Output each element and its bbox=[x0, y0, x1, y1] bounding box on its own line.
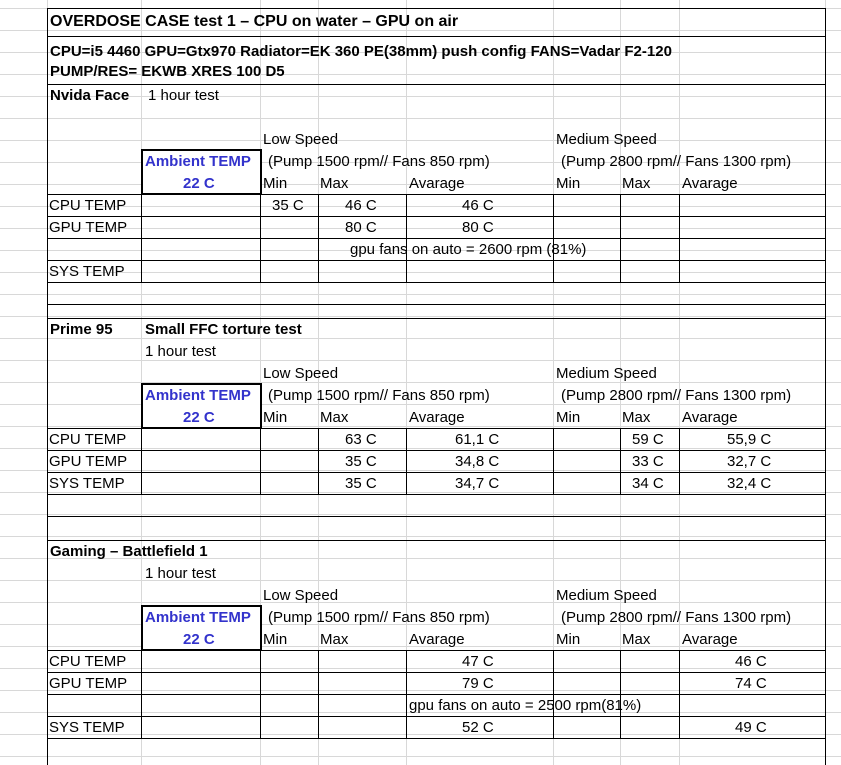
col-max: Max bbox=[320, 631, 349, 648]
border-line bbox=[620, 194, 621, 282]
cell-value: 46 C bbox=[462, 197, 494, 214]
gridline bbox=[0, 492, 841, 493]
section-subtitle: 1 hour test bbox=[145, 565, 216, 582]
border-line bbox=[620, 650, 621, 738]
row-label-cpu: CPU TEMP bbox=[49, 197, 127, 214]
ambient-temp-label: Ambient TEMP bbox=[145, 609, 251, 626]
col-average: Avarage bbox=[682, 175, 738, 192]
medium-speed-label: Medium Speed bbox=[556, 131, 657, 148]
border-line bbox=[260, 650, 261, 738]
border-line bbox=[47, 36, 825, 37]
row-label-sys: SYS TEMP bbox=[49, 719, 125, 736]
low-speed-detail: (Pump 1500 rpm// Fans 850 rpm) bbox=[268, 387, 490, 404]
border-line bbox=[47, 8, 825, 9]
border-line bbox=[141, 194, 142, 282]
border-line bbox=[260, 194, 261, 282]
border-line bbox=[47, 304, 825, 305]
medium-speed-label: Medium Speed bbox=[556, 587, 657, 604]
border-line bbox=[318, 650, 319, 738]
cell-value: 80 C bbox=[345, 219, 377, 236]
border-line bbox=[553, 194, 554, 282]
border-line bbox=[318, 194, 319, 282]
cell-value: 35 C bbox=[272, 197, 304, 214]
cell-value: 46 C bbox=[735, 653, 767, 670]
section-title: Prime 95 bbox=[50, 321, 113, 338]
col-min: Min bbox=[556, 409, 581, 426]
cell-value: 61,1 C bbox=[455, 431, 500, 448]
cell-value: 55,9 C bbox=[727, 431, 772, 448]
cell-value: 79 C bbox=[462, 675, 494, 692]
gridline bbox=[0, 272, 841, 273]
row-label-gpu: GPU TEMP bbox=[49, 219, 128, 236]
cell-value: 52 C bbox=[462, 719, 494, 736]
border-line bbox=[47, 8, 48, 765]
cell-value: 35 C bbox=[345, 475, 377, 492]
medium-speed-detail: (Pump 2800 rpm// Fans 1300 rpm) bbox=[561, 153, 792, 170]
col-min: Min bbox=[263, 409, 288, 426]
gridline bbox=[0, 734, 841, 735]
border-line bbox=[406, 428, 407, 494]
section-subtitle: 1 hour test bbox=[145, 343, 216, 360]
row-label-gpu: GPU TEMP bbox=[49, 675, 128, 692]
border-line bbox=[47, 450, 825, 451]
col-max: Max bbox=[320, 175, 349, 192]
gridline bbox=[0, 602, 841, 603]
ambient-temp-label: Ambient TEMP bbox=[145, 153, 251, 170]
ambient-temp-label: Ambient TEMP bbox=[145, 387, 251, 404]
border-line bbox=[47, 672, 825, 673]
gridline bbox=[0, 338, 841, 339]
gridline bbox=[0, 536, 841, 537]
cell-value: 49 C bbox=[735, 719, 767, 736]
border-line bbox=[141, 650, 142, 738]
low-speed-label: Low Speed bbox=[263, 587, 339, 604]
col-min: Min bbox=[263, 631, 288, 648]
gridline bbox=[0, 382, 841, 383]
border-line bbox=[47, 472, 825, 473]
ambient-temp-value: 22 C bbox=[183, 175, 215, 192]
col-average: Avarage bbox=[409, 631, 465, 648]
border-line bbox=[47, 282, 825, 283]
gridline bbox=[0, 580, 841, 581]
low-speed-label: Low Speed bbox=[263, 365, 339, 382]
gridline bbox=[0, 756, 841, 757]
medium-speed-label: Medium Speed bbox=[556, 365, 657, 382]
col-average: Avarage bbox=[409, 175, 465, 192]
cell-value: 32,7 C bbox=[727, 453, 772, 470]
cell-value: 47 C bbox=[462, 653, 494, 670]
col-min: Min bbox=[556, 175, 581, 192]
col-max: Max bbox=[320, 409, 349, 426]
border-line bbox=[318, 428, 319, 494]
col-average: Avarage bbox=[409, 409, 465, 426]
border-line bbox=[679, 428, 680, 494]
border-line bbox=[553, 650, 554, 738]
cell-value: 34,7 C bbox=[455, 475, 500, 492]
border-line bbox=[620, 428, 621, 494]
gridline bbox=[0, 316, 841, 317]
specs-line-1: CPU=i5 4460 GPU=Gtx970 Radiator=EK 360 PE(38mm) push config FANS=Vadar F2-120 bbox=[50, 43, 672, 60]
gridline bbox=[0, 294, 841, 295]
cell-value: 63 C bbox=[345, 431, 377, 448]
section-title: Nvida Face bbox=[50, 87, 130, 104]
ambient-temp-value: 22 C bbox=[183, 409, 215, 426]
col-max: Max bbox=[622, 631, 651, 648]
low-speed-label: Low Speed bbox=[263, 131, 339, 148]
gridline bbox=[0, 118, 841, 119]
gridline bbox=[0, 140, 841, 141]
cell-value: 46 C bbox=[345, 197, 377, 214]
col-average: Avarage bbox=[682, 409, 738, 426]
border-line bbox=[47, 494, 825, 495]
cell-value: 80 C bbox=[462, 219, 494, 236]
col-average: Avarage bbox=[682, 631, 738, 648]
cell-value: 32,4 C bbox=[727, 475, 772, 492]
col-max: Max bbox=[622, 409, 651, 426]
section-title: Gaming – Battlefield 1 bbox=[50, 543, 208, 560]
cell-value: 34,8 C bbox=[455, 453, 500, 470]
col-min: Min bbox=[556, 631, 581, 648]
border-line bbox=[260, 428, 261, 494]
border-line bbox=[141, 428, 142, 494]
border-line bbox=[406, 650, 407, 738]
low-speed-detail: (Pump 1500 rpm// Fans 850 rpm) bbox=[268, 609, 490, 626]
border-line bbox=[679, 650, 680, 738]
border-line bbox=[47, 516, 825, 517]
col-max: Max bbox=[622, 175, 651, 192]
section-test-name: Small FFC torture test bbox=[145, 321, 302, 338]
gpu-fan-note: gpu fans on auto = 2600 rpm (81%) bbox=[350, 241, 587, 258]
cell-value: 33 C bbox=[632, 453, 664, 470]
border-line bbox=[553, 428, 554, 494]
gridline bbox=[0, 514, 841, 515]
gpu-fan-note: gpu fans on auto = 2500 rpm(81%) bbox=[409, 697, 642, 714]
medium-speed-detail: (Pump 2800 rpm// Fans 1300 rpm) bbox=[561, 387, 792, 404]
col-min: Min bbox=[263, 175, 288, 192]
section-subtitle: 1 hour test bbox=[148, 87, 219, 104]
row-label-cpu: CPU TEMP bbox=[49, 653, 127, 670]
row-label-sys: SYS TEMP bbox=[49, 263, 125, 280]
row-label-cpu: CPU TEMP bbox=[49, 431, 127, 448]
gridline bbox=[0, 360, 841, 361]
cell-value: 35 C bbox=[345, 453, 377, 470]
ambient-temp-value: 22 C bbox=[183, 631, 215, 648]
cell-value: 34 C bbox=[632, 475, 664, 492]
row-label-sys: SYS TEMP bbox=[49, 475, 125, 492]
cell-value: 74 C bbox=[735, 675, 767, 692]
border-line bbox=[825, 8, 826, 765]
sheet-title: OVERDOSE CASE test 1 – CPU on water – GPU on air bbox=[50, 13, 459, 30]
border-line bbox=[406, 194, 407, 282]
border-line bbox=[47, 738, 825, 739]
medium-speed-detail: (Pump 2800 rpm// Fans 1300 rpm) bbox=[561, 609, 792, 626]
border-line bbox=[47, 216, 825, 217]
low-speed-detail: (Pump 1500 rpm// Fans 850 rpm) bbox=[268, 153, 490, 170]
row-label-gpu: GPU TEMP bbox=[49, 453, 128, 470]
specs-line-2: PUMP/RES= EKWB XRES 100 D5 bbox=[50, 63, 285, 80]
border-line bbox=[679, 194, 680, 282]
cell-value: 59 C bbox=[632, 431, 664, 448]
